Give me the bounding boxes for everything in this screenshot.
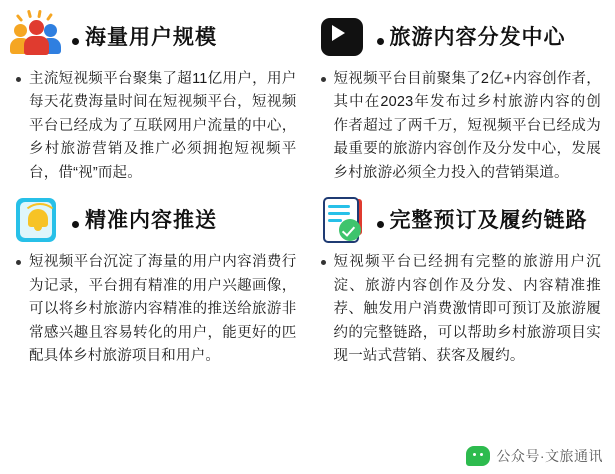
card-grid bbox=[10, 8, 605, 369]
card-header bbox=[10, 191, 301, 247]
list-line bbox=[328, 219, 342, 222]
card-text: 主流短视频平台聚集了超11亿用户，用户每天花费海量时间在短视频平台，短视频平台已经成为了互联网用户流量的中心，乡村旅游营销及推广必须拥抱短视频平台，借“视”而起。 bbox=[29, 71, 297, 181]
card-title: 完整预订及履约链路 bbox=[389, 209, 588, 233]
video-play-icon bbox=[315, 10, 371, 62]
title-dot bbox=[72, 221, 79, 228]
phone-notification-icon bbox=[10, 193, 66, 245]
card-body bbox=[10, 247, 301, 368]
title-dot bbox=[377, 38, 384, 45]
card-body bbox=[315, 247, 606, 368]
card-text: 短视频平台已经拥有完整的旅游用户沉淀、旅游内容创作及分发、内容精准推荐、触发用户消费激情即可预订及旅游履约的完整链路，可以帮助乡村旅游项目实现一站式营销、获客及履约。 bbox=[333, 254, 601, 365]
card-body bbox=[315, 64, 606, 185]
card-user-scale bbox=[10, 8, 301, 185]
users-group-icon bbox=[10, 10, 66, 62]
card-header bbox=[315, 8, 606, 64]
card-title: 精准内容推送 bbox=[85, 209, 217, 233]
card-header bbox=[315, 191, 606, 247]
wechat-icon bbox=[466, 446, 490, 466]
check-circle-icon bbox=[339, 219, 361, 241]
footer-label: 公众号·文旅通讯 bbox=[496, 448, 603, 464]
checklist-verified-icon bbox=[315, 193, 371, 245]
card-title: 海量用户规模 bbox=[85, 26, 217, 49]
bullet-dot bbox=[16, 260, 21, 265]
title-dot bbox=[377, 221, 384, 228]
bullet-dot bbox=[321, 260, 326, 265]
bullet-dot bbox=[16, 77, 21, 82]
card-text: 短视频平台沉淀了海量的用户内容消费行为记录，平台拥有精准的用户兴趣画像，可以将乡村旅游内容精准的推送给旅游非常感兴趣且容易转化的用户，能更好的匹配具体乡村旅游项目和用户。 bbox=[29, 254, 297, 365]
card-title: 旅游内容分发中心 bbox=[389, 26, 566, 49]
card-booking-chain bbox=[315, 191, 606, 368]
footer-watermark bbox=[466, 446, 603, 466]
title-dot bbox=[72, 38, 79, 45]
list-line bbox=[328, 212, 350, 215]
list-line bbox=[328, 205, 350, 208]
card-content-distribution bbox=[315, 8, 606, 185]
bullet-dot bbox=[321, 77, 326, 82]
card-body bbox=[10, 64, 301, 185]
card-text: 短视频平台目前聚集了2亿+内容创作者，其中在2023年发布过乡村旅游内容的创作者超过了两千万，短视频平台已经成为最重要的旅游内容创作及分发中心，发展乡村旅游必须全力投入的营销渠道。 bbox=[333, 71, 601, 181]
card-precise-push bbox=[10, 191, 301, 368]
card-header bbox=[10, 8, 301, 64]
play-triangle-icon bbox=[332, 25, 345, 41]
